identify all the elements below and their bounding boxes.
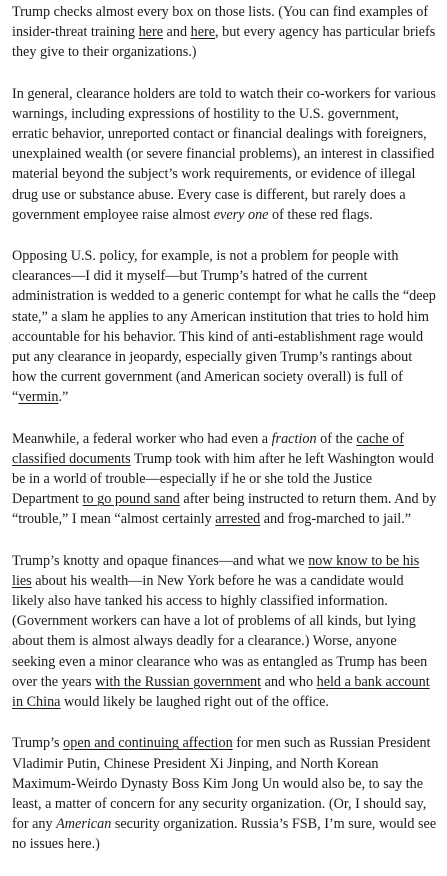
paragraph [12,84,437,225]
text-run: .” [58,389,69,406]
inline-link[interactable]: arrested [215,511,261,528]
emphasis-text: American [56,816,112,833]
article-body [12,2,437,876]
text-run: Trump checks almost every box on those lists. (You can find examples of insider-threat training [12,4,429,41]
text-run: Trump’s knotty and opaque finances—and what we [12,552,309,569]
text-run: , but every agency has particular briefs they give to their organizations.) [12,24,436,61]
text-run: security organization. Russia’s FSB, I’m sure, would see no issues here.) [12,816,437,853]
text-run: of the [316,430,357,447]
text-run: for men such as Russian President Vladimir Putin, Chinese President Xi Jinping, and North Korean Maximum-Weirdo Dynasty Boss Kim Jong Un would also be, to say the least, a matter of concern for any security organization. (Or, I should say, for any [12,735,431,833]
inline-link[interactable]: here [138,24,163,41]
text-run: and frog-marched to jail.” [260,511,412,528]
paragraph [12,2,437,63]
text-run: and who [261,673,317,690]
inline-link[interactable]: held a bank account in China [12,673,430,711]
text-run: and [163,24,191,41]
text-run: Trump took with him after he left Washington would be in a world of trouble—especially if he or she told the Justice Department [12,450,434,508]
text-run: of these red flags. [268,206,373,223]
inline-link[interactable]: with the Russian government [95,673,262,690]
paragraph [12,551,437,713]
inline-link[interactable]: open and continuing affection [63,735,233,752]
paragraph [12,733,437,854]
inline-link[interactable]: here [190,24,216,41]
text-run: Opposing U.S. policy, for example, is not a problem for people with clearances—I did it myself—but Trump’s hatred of the current administration is wedded to a generic contempt for what he calls the “deep state,” a slam he applies to any American institution that tries to hold him accountable for his behavior. This kind of anti-establishment rage would put any clearance in jeopardy, especially given Trump’s rantings about how the current government (and American society overall) is full of “ [12,248,436,406]
text-run: Trump’s [12,735,64,752]
text-run: In general, clearance holders are told to watch their co-workers for various warnings, including expressions of hostility to the U.S. government, erratic behavior, unreported contact or financial dealings with foreigners, unexplained wealth (or severe financial problems), an interest in classified material beyond the subject’s work requirements, or evidence of illegal drug use or substance abuse. Every case is different, but rarely does a government employee raise almost [12,85,436,223]
inline-link[interactable]: now know to be his lies [12,552,420,589]
text-run: about his wealth—in New York before he was a candidate would likely also have tanked his access to highly classified information. (Government workers can have a lot of problems of all kinds, but lying about them is almost always deadly for a clearance.) Worse, anyone seeking even a minor clearance who was as entangled as Trump has been over the years [12,572,428,690]
emphasis-text: every one [213,206,269,223]
text-run: Meanwhile, a federal worker who had even a [12,430,272,447]
emphasis-text: fraction [271,430,317,447]
text-run: would likely be laughed right out of the office. [60,694,329,711]
inline-link[interactable]: vermin [18,389,59,406]
paragraph [12,246,437,408]
inline-link[interactable]: cache of classified documents [12,430,404,467]
paragraph [12,429,437,530]
inline-link[interactable]: to go pound sand [82,491,180,508]
text-run: after being instructed to return them. And by “trouble,” I mean “almost certainly [12,491,437,528]
